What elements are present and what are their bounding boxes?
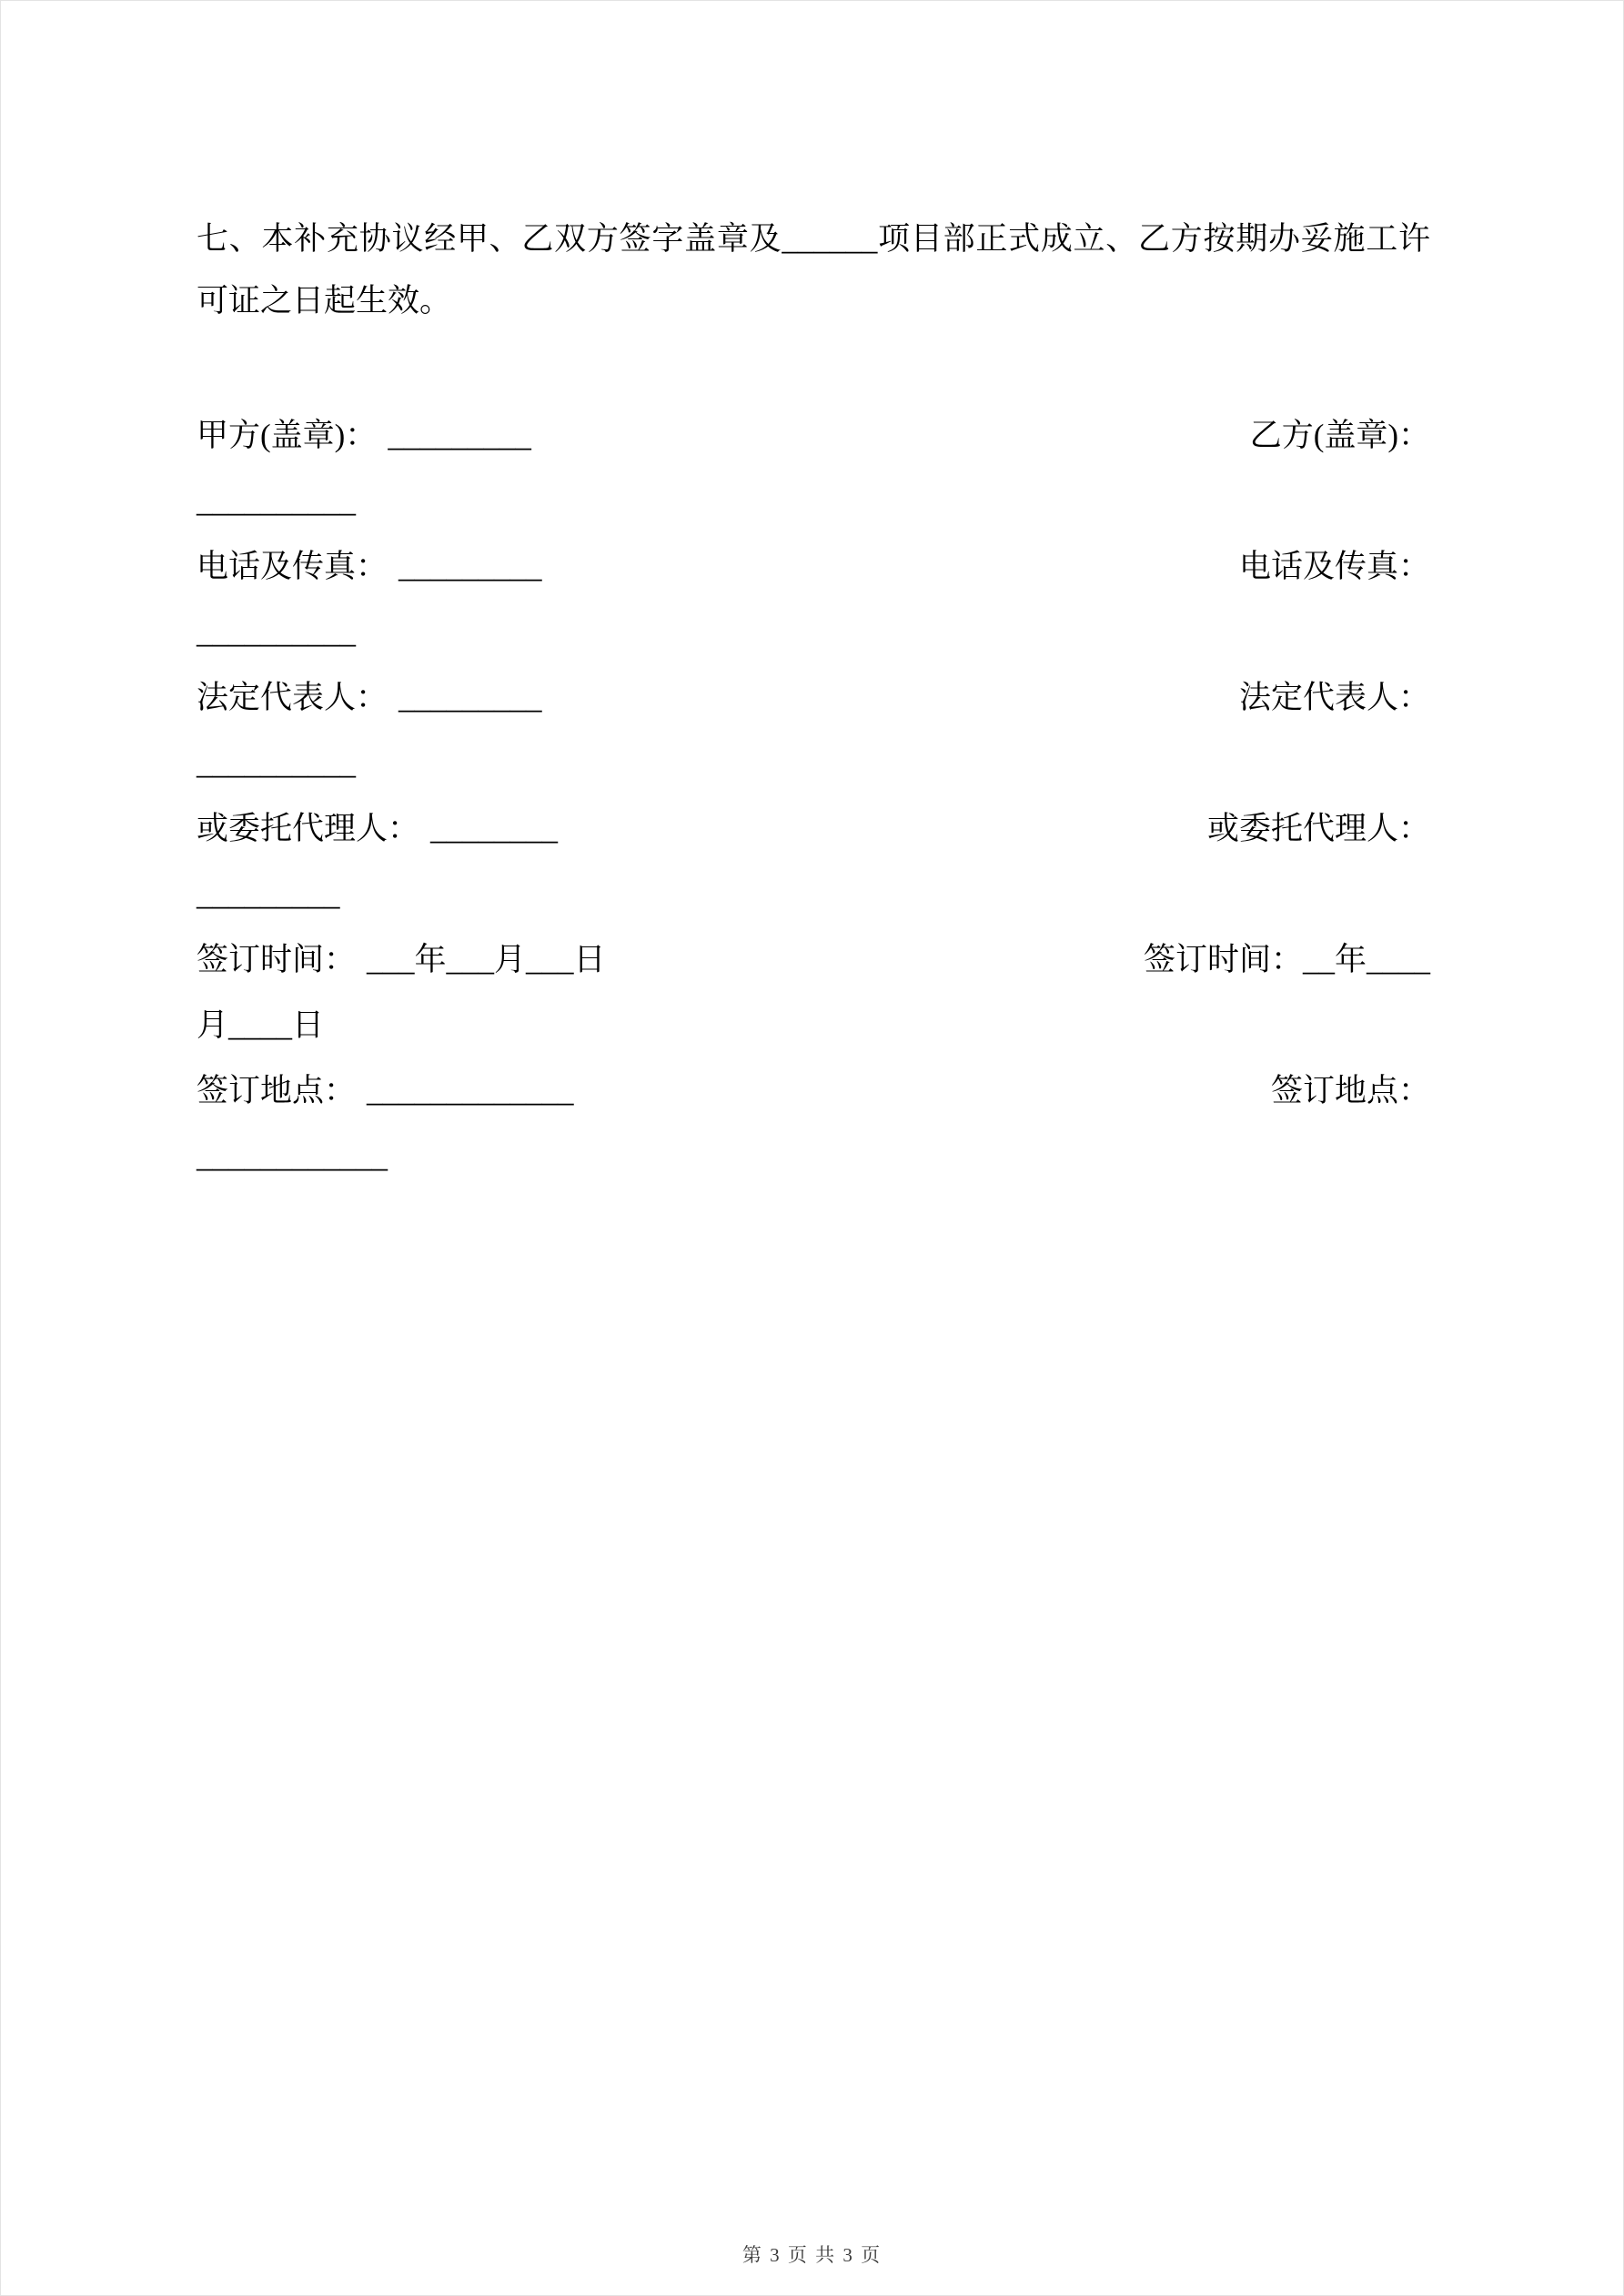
party-b-agent-field <box>1207 796 1430 862</box>
page-number: 第 3 页 共 3 页 <box>741 2244 883 2266</box>
party-a-signing-place-field <box>197 1058 574 1124</box>
party-b-legal-rep-continuation-line: __________ <box>197 745 356 781</box>
party-b-signing-time-continuation-line: 月____日 <box>197 1007 325 1043</box>
party-a-seal-field <box>197 403 531 469</box>
party-a-phone-fax-blank: _________ <box>398 549 542 584</box>
party-b-seal-continuation-line: __________ <box>197 483 356 519</box>
party-b-signing-place-continuation-line: ____________ <box>197 1138 388 1174</box>
party-b-legal-rep-field <box>1239 665 1430 731</box>
row-signing-place <box>197 1058 1430 1124</box>
party-a-phone-fax-label: 电话及传真： <box>197 549 388 584</box>
party-a-agent-blank: ________ <box>430 811 559 846</box>
party-b-seal-label: 乙方(盖章)： <box>1249 418 1430 453</box>
party-a-phone-fax-field <box>197 534 542 600</box>
party-b-signing-place-field <box>1271 1058 1430 1124</box>
party-a-signing-place-blank: _____________ <box>367 1073 574 1108</box>
party-a-agent-field <box>197 796 558 862</box>
party-a-legal-rep-label: 法定代表人： <box>197 680 388 715</box>
document-content <box>197 208 1430 1189</box>
party-a-seal-label: 甲方(盖章)： <box>197 418 378 453</box>
party-a-legal-rep-field <box>197 665 542 731</box>
party-b-agent-continuation-line: _________ <box>197 876 340 912</box>
party-b-signing-place-label: 签订地点： <box>1270 1073 1430 1108</box>
clause-paragraph: 七、本补充协议经甲、乙双方签字盖章及______项目部正式成立、乙方按期办妥施工许可证之日起生效。 <box>197 221 1430 319</box>
party-b-signing-time-label: 签订时间： <box>1143 942 1303 977</box>
party-b-seal-field <box>1250 403 1430 469</box>
row-phone-fax <box>197 534 1430 600</box>
party-b-signing-time-field <box>1144 927 1430 993</box>
party-a-signing-time-field <box>197 927 606 993</box>
row-party-seal <box>197 403 1430 469</box>
party-b-agent-label: 或委托代理人： <box>1206 811 1430 846</box>
party-b-legal-rep-label: 法定代表人： <box>1238 680 1430 715</box>
party-a-signing-place-label: 签订地点： <box>197 1073 357 1108</box>
party-b-phone-fax-continuation-line: __________ <box>197 614 356 650</box>
party-b-phone-fax-label: 电话及传真： <box>1238 549 1430 584</box>
party-a-seal-blank: _________ <box>388 418 531 453</box>
party-b-phone-fax-field <box>1239 534 1430 600</box>
party-a-agent-label: 或委托代理人： <box>197 811 420 846</box>
signature-section <box>197 403 1430 1189</box>
row-entrusted-agent <box>197 796 1430 862</box>
party-b-signing-time-blank: __年____ <box>1302 942 1430 977</box>
row-legal-representative <box>197 665 1430 731</box>
row-signing-time <box>197 927 1430 993</box>
party-a-legal-rep-blank: _________ <box>398 680 542 715</box>
party-a-signing-time-blank: ___年___月___日 <box>367 942 606 977</box>
page-footer <box>1 2241 1623 2269</box>
party-a-signing-time-label: 签订时间： <box>197 942 357 977</box>
